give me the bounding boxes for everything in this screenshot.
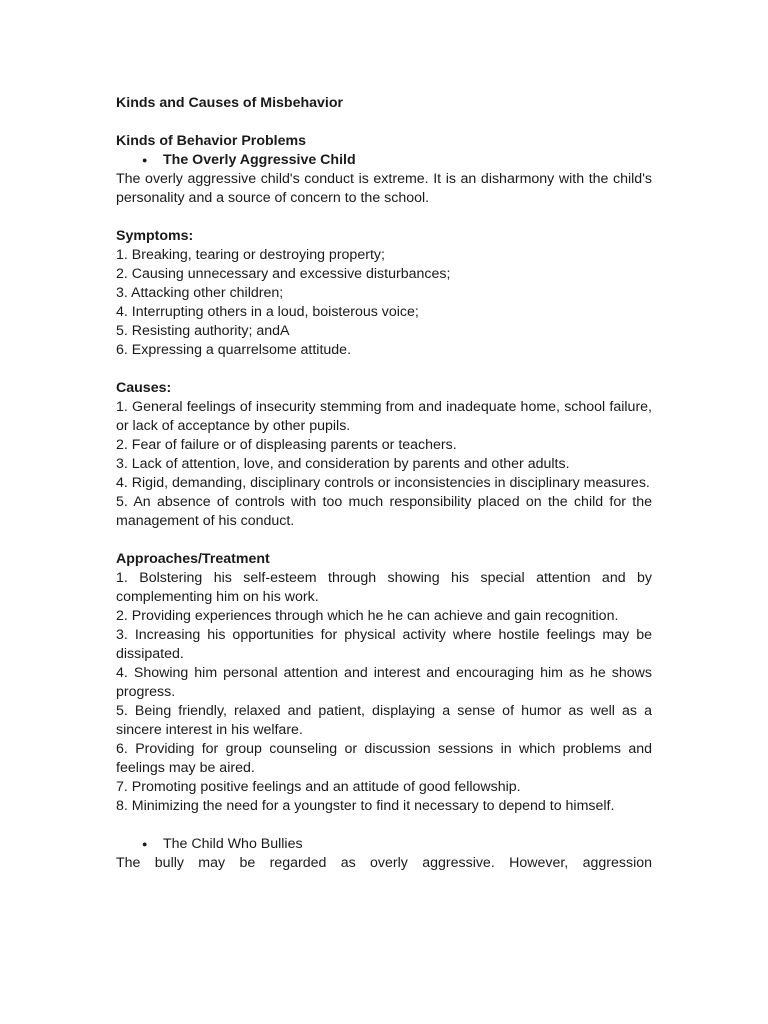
spacer xyxy=(116,208,652,227)
section-heading: Kinds of Behavior Problems xyxy=(116,133,306,149)
list-item: 3. Attacking other children; xyxy=(116,285,284,301)
spacer xyxy=(116,531,652,550)
bullet-item-overly-aggressive xyxy=(116,151,652,170)
causes-list xyxy=(116,398,652,531)
list-item: 2. Fear of failure or of displeasing parents or teachers. xyxy=(116,437,457,453)
list-item: 6. Expressing a quarrelsome attitude. xyxy=(116,342,352,358)
spacer xyxy=(116,360,652,379)
list-item: 1. General feelings of insecurity stemming from and inadequate home, school failure, or lack of acceptance by other pupils. xyxy=(116,399,652,434)
list-item: 7. Promoting positive feelings and an attitude of good fellowship. xyxy=(116,779,521,795)
list-item: 3. Lack of attention, love, and consideration by parents and other adults. xyxy=(116,456,570,472)
spacer xyxy=(116,113,652,132)
bullet-label: The Child Who Bullies xyxy=(163,836,303,852)
intro-paragraph: The overly aggressive child's conduct is extreme. It is an disharmony with the child's personality and a source of concern to the school. xyxy=(116,171,652,206)
spacer xyxy=(116,816,652,835)
list-item: 6. Providing for group counseling or discussion sessions in which problems and feelings may be aired. xyxy=(116,741,652,776)
document-title: Kinds and Causes of Misbehavior xyxy=(116,95,344,111)
list-item: 4. Showing him personal attention and interest and encouraging him as he shows progress. xyxy=(116,665,652,700)
bully-intro-text: The bully may be regarded as overly aggressive. However, aggression xyxy=(116,855,652,871)
symptoms-heading: Symptoms: xyxy=(116,228,194,244)
bully-intro-paragraph xyxy=(116,854,652,873)
list-item: 5. Resisting authority; andA xyxy=(116,323,290,339)
bullet-label: The Overly Aggressive Child xyxy=(163,152,356,168)
list-item: 1. Breaking, tearing or destroying property; xyxy=(116,247,385,263)
list-item: 4. Rigid, demanding, disciplinary controls or inconsistencies in disciplinary measures. xyxy=(116,475,650,491)
approaches-heading: Approaches/Treatment xyxy=(116,551,270,567)
list-item: 1. Bolstering his self-esteem through showing his special attention and by complementing him on his work. xyxy=(116,570,652,605)
bullet-dot-icon: ● xyxy=(142,839,148,849)
symptoms-list xyxy=(116,246,652,360)
list-item: 2. Providing experiences through which he he can achieve and gain recognition. xyxy=(116,608,619,624)
bullet-dot-icon: ● xyxy=(142,155,148,165)
list-item: 5. Being friendly, relaxed and patient, displaying a sense of humor as well as a sincere interest in his welfare. xyxy=(116,703,652,738)
list-item: 5. An absence of controls with too much responsibility placed on the child for the management of his conduct. xyxy=(116,494,652,529)
list-item: 4. Interrupting others in a loud, boisterous voice; xyxy=(116,304,419,320)
list-item: 2. Causing unnecessary and excessive disturbances; xyxy=(116,266,451,282)
causes-heading: Causes: xyxy=(116,380,172,396)
bullet-item-bullies xyxy=(116,835,652,854)
document-page xyxy=(116,94,652,873)
list-item: 8. Minimizing the need for a youngster to find it necessary to depend to himself. xyxy=(116,798,615,814)
list-item: 3. Increasing his opportunities for physical activity where hostile feelings may be dissipated. xyxy=(116,627,652,662)
approaches-list xyxy=(116,569,652,816)
